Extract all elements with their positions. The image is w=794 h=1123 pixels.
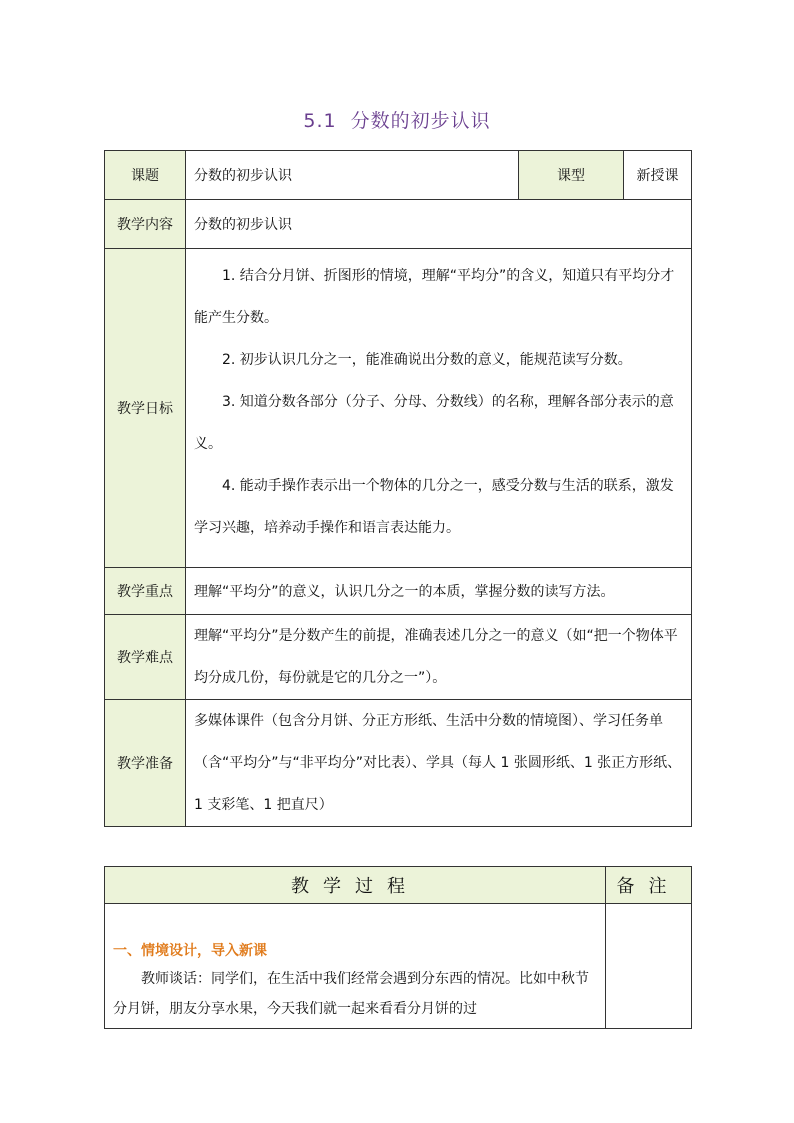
content-value: 分数的初步认识 — [186, 200, 692, 249]
process-body — [105, 904, 606, 1029]
prep-row — [105, 700, 692, 827]
page-title — [0, 106, 794, 133]
key-value: 理解“平均分”的意义，认识几分之一的本质，掌握分数的读写方法。 — [186, 568, 692, 615]
difficulty-row — [105, 615, 692, 700]
content-label: 教学内容 — [105, 200, 186, 249]
notes-cell — [606, 904, 692, 1029]
lesson-info-table — [104, 150, 692, 827]
goals-row — [105, 249, 692, 568]
type-value: 新授课 — [624, 151, 692, 200]
goal-item: 3. 知道分数各部分（分子、分母、分数线）的名称，理解各部分表示的意义。 — [194, 394, 674, 452]
key-row — [105, 568, 692, 615]
notes-header: 备注 — [606, 867, 692, 904]
topic-row — [105, 151, 692, 200]
type-label: 课型 — [519, 151, 624, 200]
difficulty-cell — [186, 615, 692, 700]
topic-label: 课题 — [105, 151, 186, 200]
prep-value: 多媒体课件（包含分月饼、分正方形纸、生活中分数的情境图）、学习任务单（含“平均分”与“非平均分”对比表）、学具（每人 1 张圆形纸、1 张正方形纸、1 支彩笔、1 把直尺） — [194, 713, 682, 813]
goal-item: 4. 能动手操作表示出一个物体的几分之一，感受分数与生活的联系，激发学习兴趣，培养动手操作和语言表达能力。 — [194, 478, 674, 536]
goal-item: 2. 初步认识几分之一，能准确说出分数的意义，能规范读写分数。 — [222, 352, 632, 368]
difficulty-label: 教学难点 — [105, 615, 186, 700]
process-body-row — [105, 904, 692, 1029]
prep-cell — [186, 700, 692, 827]
section-text: 教师谈话：同学们，在生活中我们经常会遇到分东西的情况。比如中秋节分月饼，朋友分享水果，今天我们就一起来看看分月饼的过 — [113, 971, 589, 1017]
lesson-number: 5.1 — [303, 110, 337, 132]
prep-label: 教学准备 — [105, 700, 186, 827]
section-heading: 一、情境设计，导入新课 — [113, 943, 267, 959]
teaching-process-table — [104, 866, 692, 1029]
goals-cell — [186, 249, 692, 568]
process-header-row — [105, 867, 692, 904]
topic-value: 分数的初步认识 — [186, 151, 519, 200]
difficulty-value: 理解“平均分”是分数产生的前提，准确表述几分之一的意义（如“把一个物体平均分成几份，每份就是它的几分之一”）。 — [194, 628, 678, 686]
goals-label: 教学日标 — [105, 249, 186, 568]
content-row — [105, 200, 692, 249]
process-header: 教学过程 — [105, 867, 606, 904]
goal-item: 1. 结合分月饼、折图形的情境，理解“平均分”的含义，知道只有平均分才能产生分数。 — [194, 268, 675, 326]
key-label: 教学重点 — [105, 568, 186, 615]
lesson-title: 分数的初步认识 — [350, 110, 491, 132]
